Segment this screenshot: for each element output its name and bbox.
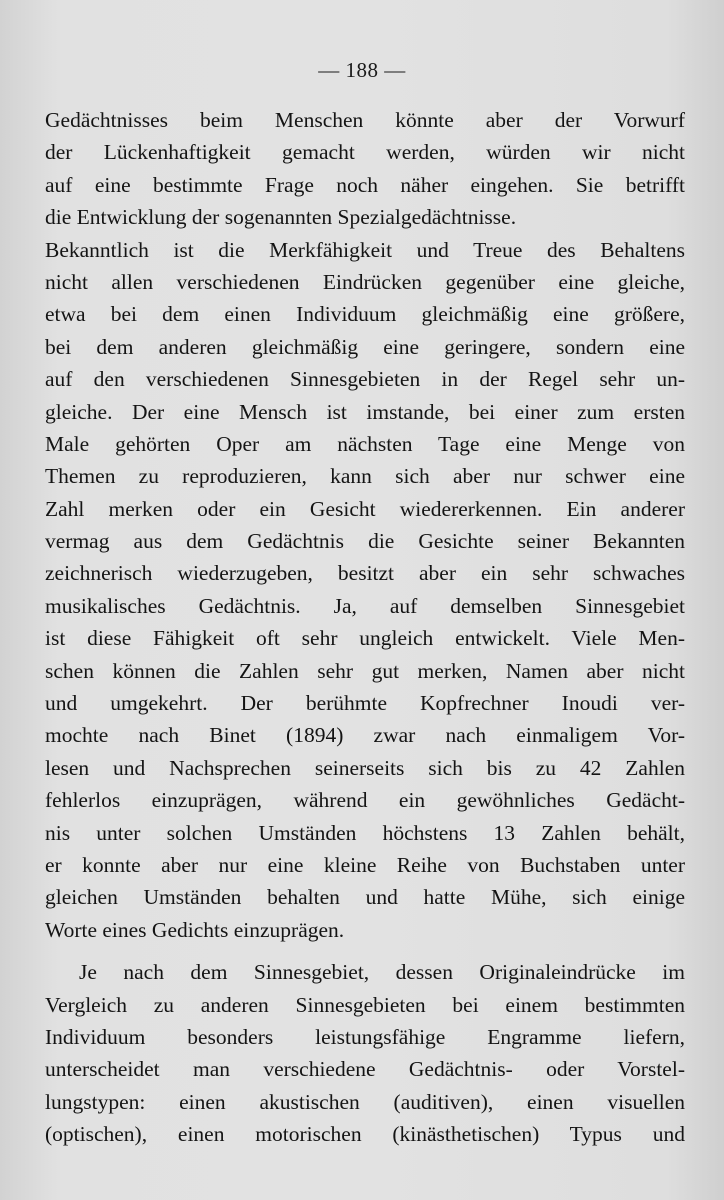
text-line: auf den verschiedenen Sinnesgebieten in der Regel sehr un- <box>45 367 685 392</box>
text-line: Worte eines Gedichts einzuprägen. <box>45 917 345 942</box>
text-line: er konnte aber nur eine kleine Reihe von Buchstaben unter <box>45 852 685 877</box>
text-line: mochte nach Binet (1894) zwar nach einmaligem Vor- <box>45 723 685 748</box>
text-line: musikalisches Gedächtnis. Ja, auf demselben Sinnesgebiet <box>45 593 685 618</box>
text-line: lungstypen: einen akustischen (auditiven), einen visuellen <box>45 1089 685 1114</box>
text-line: Vergleich zu anderen Sinnesgebieten bei einem bestimmten <box>45 992 685 1017</box>
text-line: lesen und Nachsprechen seinerseits sich bis zu 42 Zahlen <box>45 755 685 780</box>
text-line: vermag aus dem Gedächtnis die Gesichte seiner Bekannten <box>45 529 685 554</box>
text-line: ist diese Fähigkeit oft sehr ungleich entwickelt. Viele Men- <box>45 626 685 651</box>
text-line: Bekanntlich ist die Merkfähigkeit und Treue des Behaltens <box>45 237 685 262</box>
text-line: auf eine bestimmte Frage noch näher eingehen. Sie betrifft <box>45 172 685 197</box>
text-line: fehlerlos einzuprägen, während ein gewöhnliches Gedächt- <box>45 788 685 813</box>
text-line: der Lückenhaftigkeit gemacht werden, würden wir nicht <box>45 140 685 165</box>
text-line: schen können die Zahlen sehr gut merken, Namen aber nicht <box>45 658 685 683</box>
text-line: (optischen), einen motorischen (kinästhetischen) Typus und <box>45 1122 685 1147</box>
text-line: Zahl merken oder ein Gesicht wiedererkennen. Ein anderer <box>45 496 685 521</box>
paragraph-2 <box>45 956 685 1150</box>
page-number: — 188 — <box>318 58 406 82</box>
text-line: gleichen Umständen behalten und hatte Mühe, sich einige <box>45 885 685 910</box>
text-line: Individuum besonders leistungsfähige Engramme liefern, <box>45 1024 685 1049</box>
body-text <box>45 104 685 1151</box>
paragraph-gap <box>45 946 685 956</box>
text-line: nicht allen verschiedenen Eindrücken gegenüber eine gleiche, <box>45 269 685 294</box>
text-line: nis unter solchen Umständen höchstens 13 Zahlen behält, <box>45 820 685 845</box>
text-line: Male gehörten Oper am nächsten Tage eine Menge von <box>45 431 685 456</box>
text-line: die Entwicklung der sogenannten Spezialgedächtnisse. <box>45 205 517 230</box>
text-line: gleiche. Der eine Mensch ist imstande, bei einer zum ersten <box>45 399 685 424</box>
paragraph-1 <box>45 104 685 946</box>
text-line: bei dem anderen gleichmäßig eine geringere, sondern eine <box>45 334 685 359</box>
text-line: Gedächtnisses beim Menschen könnte aber der Vorwurf <box>45 108 685 132</box>
text-line: Themen zu reproduzieren, kann sich aber nur schwer eine <box>45 464 685 489</box>
text-line: und umgekehrt. Der berühmte Kopfrechner Inoudi ver- <box>45 691 685 716</box>
text-line: unterscheidet man verschiedene Gedächtnis- oder Vorstel- <box>45 1057 685 1082</box>
text-line: etwa bei dem einen Individuum gleichmäßig eine größere, <box>45 302 685 327</box>
text-line: zeichnerisch wiederzugeben, besitzt aber ein sehr schwaches <box>45 561 685 586</box>
text-line: Je nach dem Sinnesgebiet, dessen Originaleindrücke im <box>79 960 685 985</box>
